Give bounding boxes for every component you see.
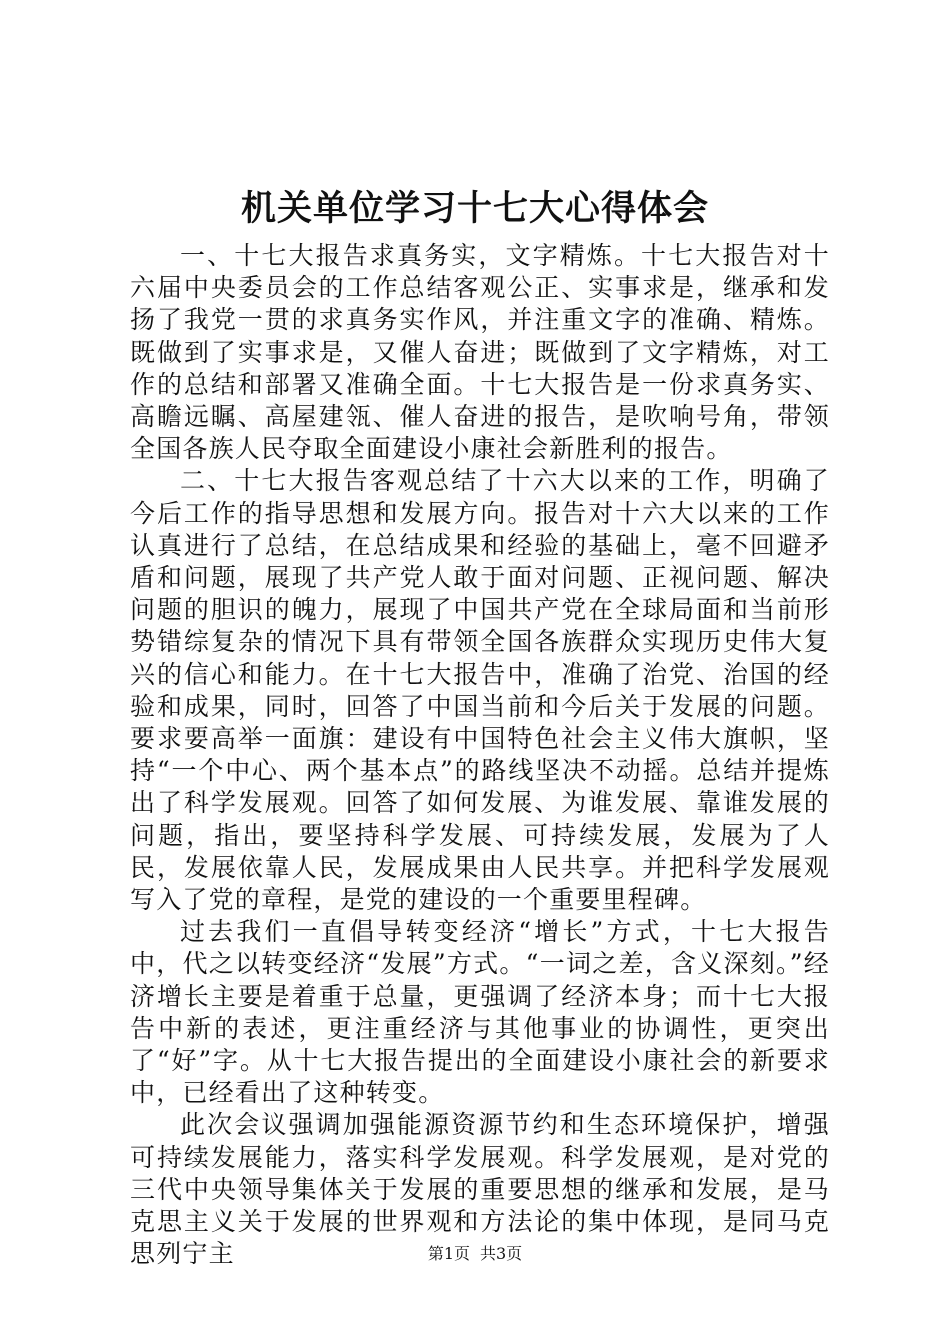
paragraph-2: 二、十七大报告客观总结了十六大以来的工作，明确了今后工作的指导思想和发展方向。报告对十六大以来的工作认真进行了总结，在总结成果和经验的基础上，毫不回避矛盾和问题，展现了共产党人敢于面对问题、正视问题、解决问题的胆识的魄力，展现了中国共产党在全球局面和当前形势错综复杂的情况下具有带领全国各族群众实现历史伟大复兴的信心和能力。在十七大报告中，准确了治党、治国的经验和成果，同时，回答了中国当前和今后关于发展的问题。要求要高举一面旗：建设有中国特色社会主义伟大旗帜，坚持“一个中心、两个基本点”的路线坚决不动摇。总结并提炼出了科学发展观。回答了如何发展、为谁发展、靠谁发展的问题，指出，要坚持科学发展、可持续发展，发展为了人民，发展依靠人民，发展成果由人民共享。并把科学发展观写入了党的章程，是党的建设的一个重要里程碑。 xyxy=(130,466,830,915)
page-number: 第1页 xyxy=(427,1244,470,1263)
document-body xyxy=(130,240,830,1271)
page-title: 机关单位学习十七大心得体会 xyxy=(240,188,709,229)
paragraph-3: 过去我们一直倡导转变经济“增长”方式，十七大报告中，代之以转变经济“发展”方式。“一词之差，含义深刻。”经济增长主要是着重于总量，更强调了经济本身；而十七大报告中新的表述，更注重经济与其他事业的协调性，更突出了“好”字。从十七大报告提出的全面建设小康社会的新要求中，已经看出了这种转变。 xyxy=(130,917,830,1108)
page-footer xyxy=(0,1243,950,1265)
page-total: 共3页 xyxy=(480,1244,523,1263)
paragraph-4: 此次会议强调加强能源资源节约和生态环境保护，增强可持续发展能力，落实科学发展观。科学发展观，是对党的三代中央领导集体关于发展的重要思想的继承和发展，是马克思主义关于发展的世界观和方法论的集中体现，是同马克思列宁主 xyxy=(130,1110,830,1269)
paragraph-1: 一、十七大报告求真务实，文字精炼。十七大报告对十六届中央委员会的工作总结客观公正、实事求是，继承和发扬了我党一贯的求真务实作风，并注重文字的准确、精炼。既做到了实事求是，又催人奋进；既做到了文字精炼，对工作的总结和部署又准确全面。十七大报告是一份求真务实、高瞻远瞩、高屋建瓴、催人奋进的报告，是吹响号角，带领全国各族人民夺取全面建设小康社会新胜利的报告。 xyxy=(130,241,830,464)
